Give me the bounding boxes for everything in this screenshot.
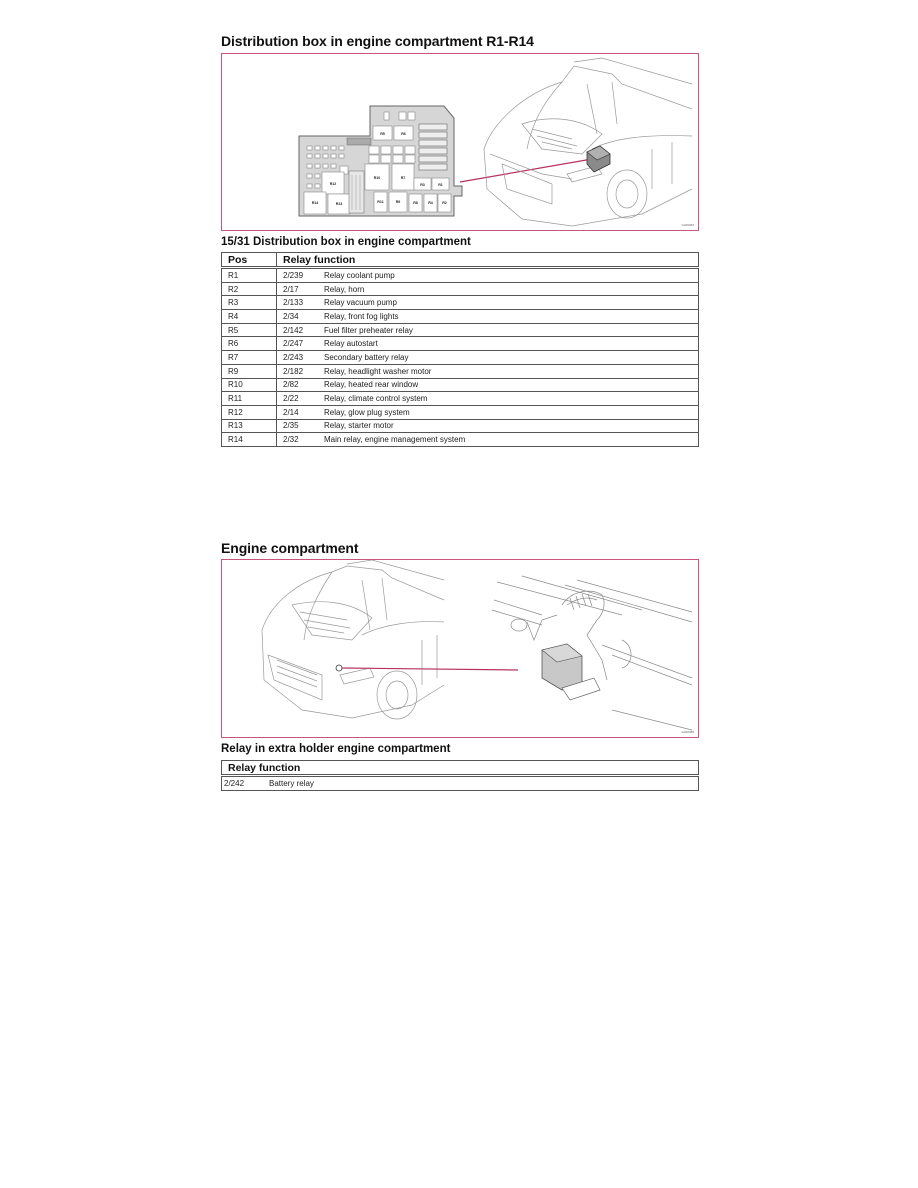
function-cell: [277, 323, 699, 337]
relay-code: 2/133: [283, 298, 304, 308]
table-row: [222, 419, 699, 433]
table-row: [222, 296, 699, 310]
function-cell: [277, 378, 699, 392]
table-row: [222, 351, 699, 365]
column-header-relay-function: Relay function: [222, 761, 699, 776]
relay-function: Battery relay: [269, 778, 314, 788]
function-cell: [277, 351, 699, 365]
relay-code: 2/32: [283, 435, 299, 445]
function-cell: [277, 296, 699, 310]
pos-cell: R14: [222, 433, 277, 447]
function-cell: [222, 776, 699, 791]
extra-holder-relay-table: [221, 760, 699, 791]
column-header-relay-function: Relay function: [277, 253, 699, 268]
table-header-row: [222, 253, 699, 268]
svg-text:R1: R1: [438, 183, 443, 187]
table-title-distribution-box: 15/31 Distribution box in engine compartment: [221, 236, 471, 248]
pos-cell: R12: [222, 405, 277, 419]
relay-function: Relay, climate control system: [324, 394, 428, 404]
relay-function: Relay coolant pump: [324, 270, 395, 280]
relay-code: 2/243: [283, 352, 304, 362]
pos-cell: R1: [222, 268, 277, 283]
function-cell: [277, 392, 699, 406]
function-cell: [277, 364, 699, 378]
figure-code: G026085: [681, 730, 694, 734]
table-row: [222, 310, 699, 324]
relay-function: Secondary battery relay: [324, 352, 409, 362]
relay-function: Relay, headlight washer motor: [324, 366, 432, 376]
distribution-box-diagram: [222, 54, 698, 230]
distribution-box-figure: [221, 53, 699, 231]
svg-text:R3: R3: [420, 183, 425, 187]
section-title-engine-compartment: Engine compartment: [221, 540, 359, 556]
relay-function: Relay, starter motor: [324, 421, 394, 431]
table-row: [222, 337, 699, 351]
svg-text:R12: R12: [329, 182, 337, 186]
function-cell: [277, 310, 699, 324]
pos-cell: R2: [222, 282, 277, 296]
relay-code: 2/35: [283, 421, 299, 431]
table-row: [222, 282, 699, 296]
figure-code: G026084: [681, 223, 694, 227]
relay-code: 2/239: [283, 270, 304, 280]
pos-cell: R9: [222, 364, 277, 378]
pos-cell: R11: [222, 392, 277, 406]
table-row: [222, 405, 699, 419]
table-header-row: [222, 761, 699, 776]
svg-text:R11: R11: [377, 200, 384, 204]
function-cell: [277, 419, 699, 433]
relay-code: 2/17: [283, 284, 299, 294]
relay-code: 2/142: [283, 325, 304, 335]
function-cell: [277, 405, 699, 419]
distribution-box-relay-table: [221, 252, 699, 447]
table-row: [222, 323, 699, 337]
table-row: [222, 776, 699, 791]
relay-function: Fuel filter preheater relay: [324, 325, 413, 335]
function-cell: [277, 268, 699, 283]
pos-cell: R13: [222, 419, 277, 433]
table-title-extra-holder: Relay in extra holder engine compartment: [221, 743, 451, 755]
function-cell: [277, 433, 699, 447]
relay-code: 2/247: [283, 339, 304, 349]
relay-function: Relay autostart: [324, 339, 378, 349]
svg-text:R10: R10: [373, 176, 381, 180]
svg-text:R14: R14: [311, 201, 319, 205]
pos-cell: R6: [222, 337, 277, 351]
relay-function: Relay, glow plug system: [324, 407, 410, 417]
svg-text:R4: R4: [428, 201, 433, 205]
relay-code: 2/82: [283, 380, 299, 390]
relay-code: 2/242: [224, 778, 245, 788]
function-cell: [277, 282, 699, 296]
svg-text:R6: R6: [401, 132, 406, 136]
pos-cell: R10: [222, 378, 277, 392]
svg-text:R8: R8: [413, 201, 418, 205]
column-header-pos: Pos: [222, 253, 277, 268]
table-row: [222, 433, 699, 447]
function-cell: [277, 337, 699, 351]
table-row: [222, 378, 699, 392]
relay-code: 2/182: [283, 366, 304, 376]
relay-code: 2/22: [283, 394, 299, 404]
svg-text:R9: R9: [395, 200, 401, 204]
engine-compartment-figure: [221, 559, 699, 738]
engine-compartment-diagram: [222, 560, 698, 737]
pos-cell: R3: [222, 296, 277, 310]
relay-function: Main relay, engine management system: [324, 435, 466, 445]
svg-text:R7: R7: [400, 176, 406, 180]
relay-function: Relay, horn: [324, 284, 365, 294]
table-row: [222, 364, 699, 378]
table-row: [222, 392, 699, 406]
relay-function: Relay vacuum pump: [324, 298, 397, 308]
relay-code: 2/14: [283, 407, 299, 417]
relay-function: Relay, heated rear window: [324, 380, 419, 390]
pos-cell: R4: [222, 310, 277, 324]
section-title-distribution-box: Distribution box in engine compartment R1-R14: [221, 33, 534, 49]
svg-text:R13: R13: [335, 202, 343, 206]
pos-cell: R5: [222, 323, 277, 337]
pos-cell: R7: [222, 351, 277, 365]
svg-text:R2: R2: [442, 201, 447, 205]
svg-text:R5: R5: [380, 132, 385, 136]
relay-code: 2/34: [283, 311, 299, 321]
relay-function: Relay, front fog lights: [324, 311, 399, 321]
table-row: [222, 268, 699, 283]
